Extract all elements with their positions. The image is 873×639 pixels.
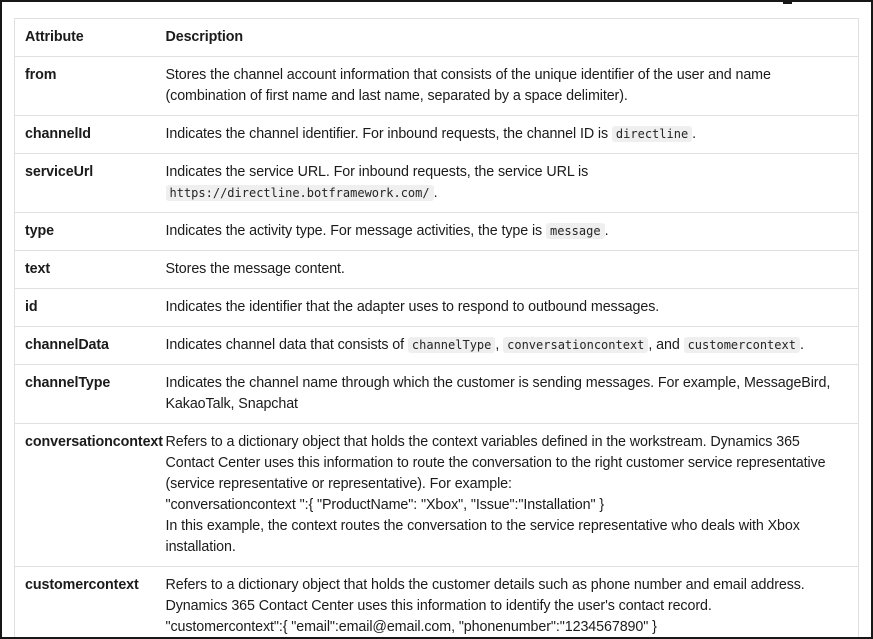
description-text: Indicates channel data that consists of [165, 337, 408, 353]
attribute-description [156, 327, 859, 365]
column-header-description: Description [165, 29, 244, 45]
attribute-name: conversationcontext [15, 424, 156, 567]
attribute-description [156, 213, 859, 251]
description-text: . [692, 126, 697, 142]
column-header-attribute: Attribute [25, 29, 84, 45]
attribute-description [156, 567, 859, 639]
inline-code-chip: https://directline.botframework.com/ [166, 185, 434, 201]
description-text: , [495, 337, 504, 353]
table-row [15, 327, 859, 365]
table-row [15, 424, 859, 567]
attribute-name: id [15, 289, 156, 327]
inline-code-chip: directline [612, 126, 692, 142]
attribute-name: channelData [15, 327, 156, 365]
table-row [15, 365, 859, 424]
attribute-description [156, 57, 859, 116]
description-text: . [433, 185, 438, 201]
attribute-description [156, 289, 859, 327]
inline-code-chip: message [546, 223, 605, 239]
description-text: "customercontext":{ "email":email@email.com, "phonenumber":"1234567890" } [165, 619, 657, 635]
attribute-description [156, 365, 859, 424]
attribute-name: channelId [15, 116, 156, 154]
table-row [15, 567, 859, 639]
table-row [15, 116, 859, 154]
description-text: "conversationcontext ":{ "ProductName": "Xbox", "Issue":"Installation" } [165, 497, 605, 513]
attribute-name: type [15, 213, 156, 251]
description-text: . [604, 223, 609, 239]
attribute-name: from [15, 57, 156, 116]
description-text: Indicates the channel name through which the customer is sending messages. For example, MessageBird, KakaoTalk, Snapchat [165, 375, 831, 412]
description-text: Indicates the identifier that the adapter uses to respond to outbound messages. [165, 299, 660, 315]
description-text: Stores the channel account information that consists of the unique identifier of the user and name (combination of first name and last name, separated by a space delimiter). [165, 67, 771, 104]
table-row [15, 289, 859, 327]
attribute-name: serviceUrl [15, 154, 156, 213]
table-row [15, 251, 859, 289]
table-header-row [15, 19, 859, 57]
description-text: , and [648, 337, 684, 353]
attributes-table [14, 18, 859, 639]
table-body [15, 57, 859, 639]
description-text: Indicates the channel identifier. For inbound requests, the channel ID is [165, 126, 612, 142]
inline-code-chip: channelType [408, 337, 495, 353]
attribute-name: customercontext [15, 567, 156, 639]
table-row [15, 57, 859, 116]
attribute-description [156, 116, 859, 154]
description-text: Stores the message content. [165, 261, 345, 277]
attribute-description [156, 251, 859, 289]
description-text: Refers to a dictionary object that holds the customer details such as phone number and email address. Dynamics 365 Contact Center uses this information to identify the user's contact record. [165, 577, 805, 614]
attribute-description [156, 424, 859, 567]
table-row [15, 154, 859, 213]
description-text: In this example, the context routes the conversation to the service representative who deals with Xbox installation. [165, 518, 800, 555]
description-text: Indicates the activity type. For message activities, the type is [165, 223, 546, 239]
attribute-name: text [15, 251, 156, 289]
screen-edge-artifact [783, 2, 792, 4]
inline-code-chip: customercontext [684, 337, 800, 353]
description-text: . [799, 337, 804, 353]
attribute-description [156, 154, 859, 213]
description-text: Refers to a dictionary object that holds the context variables defined in the workstream. Dynamics 365 Contact Center uses this information to route the conversation to the right customer service representative (service representative or representative). For example: [165, 434, 826, 492]
description-text: Indicates the service URL. For inbound requests, the service URL is [165, 164, 589, 180]
attribute-name: channelType [15, 365, 156, 424]
table-row [15, 213, 859, 251]
inline-code-chip: conversationcontext [503, 337, 648, 353]
